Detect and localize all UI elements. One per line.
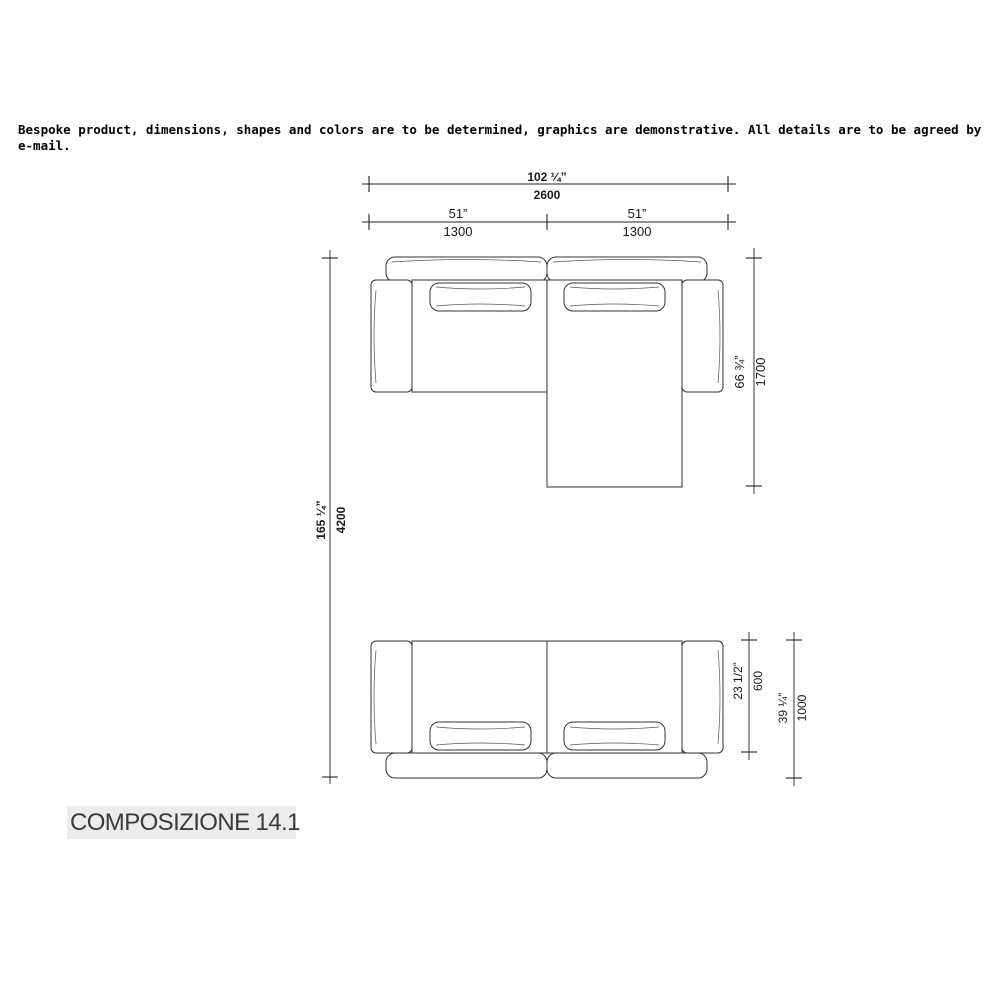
seat-depth-in-label: 23 1/2”: [731, 662, 745, 700]
dimension-chaise-depth: [732, 248, 768, 494]
right-module-in-label: 51”: [627, 206, 647, 221]
total-width-in-label: 102 ¼”: [527, 170, 567, 184]
pillow-right: [564, 283, 665, 311]
composition-caption: COMPOSIZIONE 14.1: [67, 806, 296, 839]
seat-depth-mm-label: 600: [751, 670, 765, 692]
chaise-depth-mm-label: 1700: [753, 357, 768, 387]
sofa-front-view: [371, 641, 723, 778]
sofa-top-view: [371, 257, 723, 487]
dimension-module-widths: [362, 206, 736, 239]
right-module-mm-label: 1300: [622, 224, 652, 239]
total-width-mm-label: 2600: [533, 188, 561, 202]
left-module-mm-label: 1300: [443, 224, 473, 239]
front-pillow-right: [564, 722, 665, 750]
total-length-mm-label: 4200: [334, 506, 348, 534]
armrest-left: [371, 280, 412, 392]
pillow-left: [430, 283, 531, 311]
left-module-in-label: 51”: [448, 206, 468, 221]
dimension-total-length: [314, 250, 348, 784]
front-base-left: [386, 753, 547, 778]
chaise-depth-in-label: 66 ¾”: [732, 355, 747, 389]
disclaimer-note: Bespoke product, dimensions, shapes and colors are to be determined, graphics are demonstrative. All details are to be agreed by e-mail.: [18, 122, 982, 153]
overall-depth-mm-label: 1000: [795, 694, 809, 722]
front-pillow-left: [430, 722, 531, 750]
front-armrest-right: [682, 641, 723, 753]
dimension-overall-depth: [776, 632, 809, 786]
armrest-right: [682, 280, 723, 392]
total-length-in-label: 165 ¼”: [314, 500, 328, 540]
front-base-right: [547, 753, 707, 778]
front-armrest-left: [371, 641, 412, 753]
dimension-seat-depth: [731, 632, 765, 760]
overall-depth-in-label: 39 ¼”: [776, 692, 790, 724]
dimension-total-width: [362, 170, 736, 202]
